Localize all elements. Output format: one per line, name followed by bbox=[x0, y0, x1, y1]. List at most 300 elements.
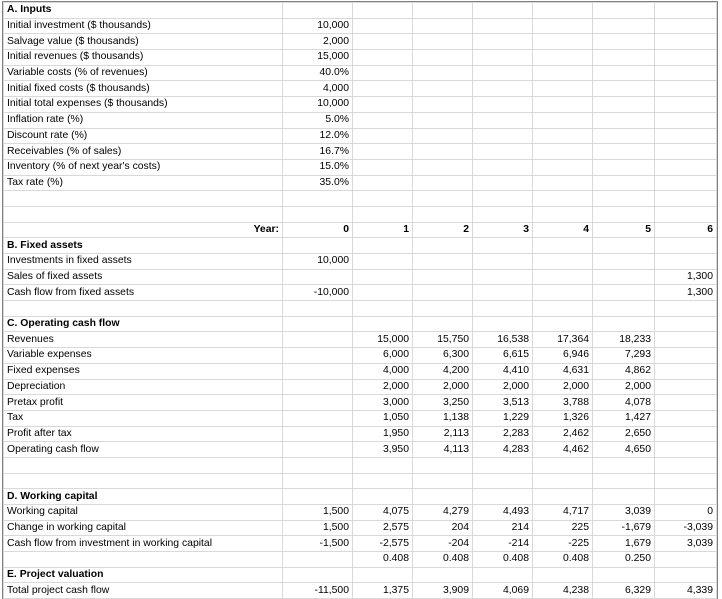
fixed-assets-value-year-2[interactable] bbox=[413, 285, 473, 301]
fixed-assets-label[interactable]: Cash flow from fixed assets bbox=[4, 285, 283, 301]
empty-cell[interactable] bbox=[283, 238, 353, 254]
empty-cell[interactable] bbox=[533, 18, 593, 34]
empty-cell[interactable] bbox=[473, 144, 533, 160]
empty-cell[interactable] bbox=[473, 567, 533, 583]
operating-label[interactable]: Variable expenses bbox=[4, 348, 283, 364]
empty-cell[interactable] bbox=[353, 97, 413, 113]
section-title[interactable]: A. Inputs bbox=[4, 3, 283, 19]
empty-cell[interactable] bbox=[413, 97, 473, 113]
empty-cell[interactable] bbox=[413, 238, 473, 254]
operating-value-year-5[interactable]: 2,000 bbox=[593, 379, 655, 395]
operating-value-year-1[interactable]: 4,000 bbox=[353, 363, 413, 379]
empty-cell[interactable] bbox=[413, 473, 473, 489]
empty-cell[interactable] bbox=[655, 238, 717, 254]
empty-cell[interactable] bbox=[413, 159, 473, 175]
empty-cell[interactable] bbox=[413, 65, 473, 81]
working-capital-value-year-0[interactable]: 1,500 bbox=[283, 520, 353, 536]
empty-cell[interactable] bbox=[593, 457, 655, 473]
empty-cell[interactable] bbox=[353, 316, 413, 332]
operating-value-year-5[interactable]: 7,293 bbox=[593, 348, 655, 364]
empty-cell[interactable] bbox=[473, 34, 533, 50]
operating-value-year-6[interactable] bbox=[655, 395, 717, 411]
operating-value-year-0[interactable] bbox=[283, 426, 353, 442]
operating-value-year-4[interactable]: 17,364 bbox=[533, 332, 593, 348]
empty-cell[interactable] bbox=[655, 457, 717, 473]
fixed-assets-value-year-1[interactable] bbox=[353, 254, 413, 270]
operating-value-year-5[interactable]: 4,862 bbox=[593, 363, 655, 379]
working-capital-value-year-2[interactable]: 204 bbox=[413, 520, 473, 536]
empty-cell[interactable] bbox=[413, 3, 473, 19]
operating-value-year-5[interactable]: 4,078 bbox=[593, 395, 655, 411]
working-capital-value-year-4[interactable]: -225 bbox=[533, 536, 593, 552]
fixed-assets-value-year-4[interactable] bbox=[533, 254, 593, 270]
working-capital-value-year-0[interactable]: -1,500 bbox=[283, 536, 353, 552]
empty-cell[interactable] bbox=[593, 567, 655, 583]
empty-cell[interactable] bbox=[413, 81, 473, 97]
fixed-assets-value-year-6[interactable]: 1,300 bbox=[655, 269, 717, 285]
empty-cell[interactable] bbox=[655, 144, 717, 160]
empty-cell[interactable] bbox=[413, 191, 473, 207]
working-capital-value-year-3[interactable]: 4,493 bbox=[473, 505, 533, 521]
operating-value-year-6[interactable] bbox=[655, 348, 717, 364]
operating-value-year-6[interactable] bbox=[655, 442, 717, 458]
working-capital-label[interactable]: Cash flow from investment in working capital bbox=[4, 536, 283, 552]
valuation-value-year-1[interactable]: 1,375 bbox=[353, 583, 413, 599]
empty-cell[interactable] bbox=[4, 206, 283, 222]
year-header-5[interactable]: 5 bbox=[593, 222, 655, 238]
empty-cell[interactable] bbox=[593, 489, 655, 505]
empty-cell[interactable] bbox=[473, 159, 533, 175]
operating-value-year-0[interactable] bbox=[283, 410, 353, 426]
empty-cell[interactable] bbox=[283, 3, 353, 19]
working-capital-value-year-6[interactable]: 3,039 bbox=[655, 536, 717, 552]
working-capital-value-year-3[interactable]: -214 bbox=[473, 536, 533, 552]
empty-cell[interactable] bbox=[533, 34, 593, 50]
operating-value-year-3[interactable]: 2,283 bbox=[473, 426, 533, 442]
input-value[interactable]: 10,000 bbox=[283, 97, 353, 113]
input-label[interactable]: Discount rate (%) bbox=[4, 128, 283, 144]
operating-value-year-3[interactable]: 4,283 bbox=[473, 442, 533, 458]
empty-cell[interactable] bbox=[655, 567, 717, 583]
input-value[interactable]: 10,000 bbox=[283, 18, 353, 34]
year-header-0[interactable]: 0 bbox=[283, 222, 353, 238]
empty-cell[interactable] bbox=[353, 34, 413, 50]
empty-cell[interactable] bbox=[655, 3, 717, 19]
fixed-assets-value-year-3[interactable] bbox=[473, 254, 533, 270]
operating-value-year-2[interactable]: 2,000 bbox=[413, 379, 473, 395]
working-capital-value-year-6[interactable]: 0 bbox=[655, 505, 717, 521]
empty-cell[interactable] bbox=[533, 301, 593, 317]
fixed-assets-value-year-3[interactable] bbox=[473, 285, 533, 301]
empty-cell[interactable] bbox=[353, 206, 413, 222]
empty-cell[interactable] bbox=[353, 473, 413, 489]
fixed-assets-value-year-0[interactable] bbox=[283, 269, 353, 285]
empty-cell[interactable] bbox=[655, 97, 717, 113]
fixed-assets-value-year-3[interactable] bbox=[473, 269, 533, 285]
fixed-assets-value-year-1[interactable] bbox=[353, 285, 413, 301]
year-header-1[interactable]: 1 bbox=[353, 222, 413, 238]
empty-cell[interactable] bbox=[353, 65, 413, 81]
empty-cell[interactable] bbox=[4, 301, 283, 317]
empty-cell[interactable] bbox=[533, 159, 593, 175]
operating-value-year-2[interactable]: 3,250 bbox=[413, 395, 473, 411]
empty-cell[interactable] bbox=[413, 316, 473, 332]
empty-cell[interactable] bbox=[593, 301, 655, 317]
operating-value-year-6[interactable] bbox=[655, 410, 717, 426]
valuation-value-year-4[interactable]: 4,238 bbox=[533, 583, 593, 599]
operating-value-year-5[interactable]: 1,427 bbox=[593, 410, 655, 426]
operating-value-year-0[interactable] bbox=[283, 332, 353, 348]
empty-cell[interactable] bbox=[473, 191, 533, 207]
empty-cell[interactable] bbox=[353, 3, 413, 19]
valuation-value-year-6[interactable]: 4,339 bbox=[655, 583, 717, 599]
input-label[interactable]: Initial fixed costs ($ thousands) bbox=[4, 81, 283, 97]
operating-value-year-1[interactable]: 15,000 bbox=[353, 332, 413, 348]
operating-value-year-0[interactable] bbox=[283, 363, 353, 379]
operating-value-year-3[interactable]: 2,000 bbox=[473, 379, 533, 395]
empty-cell[interactable] bbox=[533, 65, 593, 81]
input-label[interactable]: Salvage value ($ thousands) bbox=[4, 34, 283, 50]
empty-cell[interactable] bbox=[473, 473, 533, 489]
empty-cell[interactable] bbox=[593, 50, 655, 66]
working-capital-value-year-5[interactable]: 0.250 bbox=[593, 552, 655, 568]
empty-cell[interactable] bbox=[533, 206, 593, 222]
operating-value-year-2[interactable]: 1,138 bbox=[413, 410, 473, 426]
fixed-assets-label[interactable]: Sales of fixed assets bbox=[4, 269, 283, 285]
empty-cell[interactable] bbox=[283, 473, 353, 489]
empty-cell[interactable] bbox=[413, 112, 473, 128]
working-capital-value-year-6[interactable] bbox=[655, 552, 717, 568]
empty-cell[interactable] bbox=[353, 175, 413, 191]
input-value[interactable]: 16.7% bbox=[283, 144, 353, 160]
empty-cell[interactable] bbox=[413, 206, 473, 222]
operating-label[interactable]: Fixed expenses bbox=[4, 363, 283, 379]
operating-value-year-4[interactable]: 2,462 bbox=[533, 426, 593, 442]
section-title[interactable]: D. Working capital bbox=[4, 489, 283, 505]
empty-cell[interactable] bbox=[533, 128, 593, 144]
empty-cell[interactable] bbox=[593, 65, 655, 81]
operating-label[interactable]: Tax bbox=[4, 410, 283, 426]
working-capital-label[interactable]: Change in working capital bbox=[4, 520, 283, 536]
empty-cell[interactable] bbox=[655, 81, 717, 97]
input-value[interactable]: 12.0% bbox=[283, 128, 353, 144]
empty-cell[interactable] bbox=[353, 238, 413, 254]
empty-cell[interactable] bbox=[413, 34, 473, 50]
fixed-assets-value-year-6[interactable]: 1,300 bbox=[655, 285, 717, 301]
operating-value-year-0[interactable] bbox=[283, 395, 353, 411]
empty-cell[interactable] bbox=[413, 128, 473, 144]
empty-cell[interactable] bbox=[655, 159, 717, 175]
fixed-assets-value-year-4[interactable] bbox=[533, 269, 593, 285]
operating-value-year-3[interactable]: 4,410 bbox=[473, 363, 533, 379]
empty-cell[interactable] bbox=[655, 112, 717, 128]
empty-cell[interactable] bbox=[655, 18, 717, 34]
empty-cell[interactable] bbox=[655, 175, 717, 191]
empty-cell[interactable] bbox=[655, 206, 717, 222]
operating-value-year-1[interactable]: 1,050 bbox=[353, 410, 413, 426]
empty-cell[interactable] bbox=[283, 206, 353, 222]
input-label[interactable]: Variable costs (% of revenues) bbox=[4, 65, 283, 81]
empty-cell[interactable] bbox=[473, 65, 533, 81]
empty-cell[interactable] bbox=[655, 34, 717, 50]
operating-value-year-1[interactable]: 3,000 bbox=[353, 395, 413, 411]
operating-label[interactable]: Operating cash flow bbox=[4, 442, 283, 458]
operating-value-year-5[interactable]: 18,233 bbox=[593, 332, 655, 348]
empty-cell[interactable] bbox=[283, 567, 353, 583]
input-label[interactable]: Inventory (% of next year's costs) bbox=[4, 159, 283, 175]
operating-value-year-6[interactable] bbox=[655, 426, 717, 442]
working-capital-value-year-6[interactable]: -3,039 bbox=[655, 520, 717, 536]
empty-cell[interactable] bbox=[473, 81, 533, 97]
operating-label[interactable]: Profit after tax bbox=[4, 426, 283, 442]
empty-cell[interactable] bbox=[413, 144, 473, 160]
operating-value-year-3[interactable]: 1,229 bbox=[473, 410, 533, 426]
empty-cell[interactable] bbox=[593, 206, 655, 222]
empty-cell[interactable] bbox=[283, 489, 353, 505]
empty-cell[interactable] bbox=[413, 18, 473, 34]
year-header-2[interactable]: 2 bbox=[413, 222, 473, 238]
fixed-assets-value-year-5[interactable] bbox=[593, 269, 655, 285]
working-capital-label[interactable] bbox=[4, 552, 283, 568]
empty-cell[interactable] bbox=[473, 238, 533, 254]
operating-label[interactable]: Depreciation bbox=[4, 379, 283, 395]
empty-cell[interactable] bbox=[533, 473, 593, 489]
fixed-assets-value-year-0[interactable]: 10,000 bbox=[283, 254, 353, 270]
working-capital-value-year-4[interactable]: 0.408 bbox=[533, 552, 593, 568]
input-label[interactable]: Tax rate (%) bbox=[4, 175, 283, 191]
working-capital-value-year-1[interactable]: -2,575 bbox=[353, 536, 413, 552]
fixed-assets-value-year-2[interactable] bbox=[413, 254, 473, 270]
operating-value-year-6[interactable] bbox=[655, 363, 717, 379]
section-title[interactable]: E. Project valuation bbox=[4, 567, 283, 583]
empty-cell[interactable] bbox=[655, 65, 717, 81]
empty-cell[interactable] bbox=[353, 489, 413, 505]
operating-value-year-3[interactable]: 6,615 bbox=[473, 348, 533, 364]
empty-cell[interactable] bbox=[413, 301, 473, 317]
operating-value-year-4[interactable]: 1,326 bbox=[533, 410, 593, 426]
fixed-assets-value-year-5[interactable] bbox=[593, 285, 655, 301]
operating-value-year-5[interactable]: 2,650 bbox=[593, 426, 655, 442]
empty-cell[interactable] bbox=[533, 489, 593, 505]
operating-value-year-1[interactable]: 3,950 bbox=[353, 442, 413, 458]
operating-label[interactable]: Revenues bbox=[4, 332, 283, 348]
empty-cell[interactable] bbox=[593, 112, 655, 128]
input-label[interactable]: Receivables (% of sales) bbox=[4, 144, 283, 160]
working-capital-value-year-3[interactable]: 214 bbox=[473, 520, 533, 536]
operating-value-year-4[interactable]: 6,946 bbox=[533, 348, 593, 364]
empty-cell[interactable] bbox=[593, 473, 655, 489]
empty-cell[interactable] bbox=[283, 191, 353, 207]
empty-cell[interactable] bbox=[283, 457, 353, 473]
empty-cell[interactable] bbox=[655, 128, 717, 144]
empty-cell[interactable] bbox=[283, 301, 353, 317]
empty-cell[interactable] bbox=[655, 191, 717, 207]
empty-cell[interactable] bbox=[473, 3, 533, 19]
empty-cell[interactable] bbox=[353, 144, 413, 160]
fixed-assets-value-year-5[interactable] bbox=[593, 254, 655, 270]
operating-value-year-2[interactable]: 15,750 bbox=[413, 332, 473, 348]
empty-cell[interactable] bbox=[533, 112, 593, 128]
empty-cell[interactable] bbox=[413, 457, 473, 473]
empty-cell[interactable] bbox=[593, 175, 655, 191]
empty-cell[interactable] bbox=[353, 81, 413, 97]
empty-cell[interactable] bbox=[655, 473, 717, 489]
working-capital-value-year-0[interactable]: 1,500 bbox=[283, 505, 353, 521]
empty-cell[interactable] bbox=[473, 112, 533, 128]
operating-value-year-2[interactable]: 2,113 bbox=[413, 426, 473, 442]
year-header-3[interactable]: 3 bbox=[473, 222, 533, 238]
operating-value-year-1[interactable]: 2,000 bbox=[353, 379, 413, 395]
empty-cell[interactable] bbox=[353, 191, 413, 207]
empty-cell[interactable] bbox=[533, 191, 593, 207]
fixed-assets-value-year-2[interactable] bbox=[413, 269, 473, 285]
empty-cell[interactable] bbox=[353, 567, 413, 583]
operating-value-year-1[interactable]: 1,950 bbox=[353, 426, 413, 442]
operating-value-year-4[interactable]: 4,631 bbox=[533, 363, 593, 379]
empty-cell[interactable] bbox=[533, 50, 593, 66]
empty-cell[interactable] bbox=[283, 316, 353, 332]
operating-value-year-2[interactable]: 6,300 bbox=[413, 348, 473, 364]
input-value[interactable]: 40.0% bbox=[283, 65, 353, 81]
operating-value-year-4[interactable]: 3,788 bbox=[533, 395, 593, 411]
fixed-assets-value-year-1[interactable] bbox=[353, 269, 413, 285]
empty-cell[interactable] bbox=[593, 97, 655, 113]
input-value[interactable]: 35.0% bbox=[283, 175, 353, 191]
working-capital-value-year-5[interactable]: -1,679 bbox=[593, 520, 655, 536]
year-header-6[interactable]: 6 bbox=[655, 222, 717, 238]
input-value[interactable]: 2,000 bbox=[283, 34, 353, 50]
empty-cell[interactable] bbox=[593, 191, 655, 207]
working-capital-value-year-4[interactable]: 225 bbox=[533, 520, 593, 536]
operating-value-year-4[interactable]: 2,000 bbox=[533, 379, 593, 395]
fixed-assets-value-year-4[interactable] bbox=[533, 285, 593, 301]
valuation-value-year-3[interactable]: 4,069 bbox=[473, 583, 533, 599]
working-capital-value-year-3[interactable]: 0.408 bbox=[473, 552, 533, 568]
empty-cell[interactable] bbox=[473, 301, 533, 317]
empty-cell[interactable] bbox=[353, 301, 413, 317]
input-value[interactable]: 15.0% bbox=[283, 159, 353, 175]
operating-value-year-0[interactable] bbox=[283, 379, 353, 395]
input-value[interactable]: 15,000 bbox=[283, 50, 353, 66]
input-label[interactable]: Initial investment ($ thousands) bbox=[4, 18, 283, 34]
fixed-assets-value-year-6[interactable] bbox=[655, 254, 717, 270]
input-label[interactable]: Initial revenues ($ thousands) bbox=[4, 50, 283, 66]
input-value[interactable]: 5.0% bbox=[283, 112, 353, 128]
operating-value-year-1[interactable]: 6,000 bbox=[353, 348, 413, 364]
operating-value-year-5[interactable]: 4,650 bbox=[593, 442, 655, 458]
working-capital-value-year-4[interactable]: 4,717 bbox=[533, 505, 593, 521]
year-header-4[interactable]: 4 bbox=[533, 222, 593, 238]
empty-cell[interactable] bbox=[413, 175, 473, 191]
operating-value-year-3[interactable]: 3,513 bbox=[473, 395, 533, 411]
empty-cell[interactable] bbox=[533, 238, 593, 254]
empty-cell[interactable] bbox=[413, 489, 473, 505]
empty-cell[interactable] bbox=[533, 144, 593, 160]
empty-cell[interactable] bbox=[593, 34, 655, 50]
empty-cell[interactable] bbox=[533, 81, 593, 97]
empty-cell[interactable] bbox=[473, 18, 533, 34]
section-title[interactable]: B. Fixed assets bbox=[4, 238, 283, 254]
empty-cell[interactable] bbox=[533, 97, 593, 113]
working-capital-value-year-5[interactable]: 3,039 bbox=[593, 505, 655, 521]
operating-label[interactable]: Pretax profit bbox=[4, 395, 283, 411]
empty-cell[interactable] bbox=[4, 191, 283, 207]
empty-cell[interactable] bbox=[473, 175, 533, 191]
empty-cell[interactable] bbox=[473, 316, 533, 332]
operating-value-year-2[interactable]: 4,200 bbox=[413, 363, 473, 379]
empty-cell[interactable] bbox=[533, 457, 593, 473]
empty-cell[interactable] bbox=[353, 128, 413, 144]
empty-cell[interactable] bbox=[593, 3, 655, 19]
input-label[interactable]: Initial total expenses ($ thousands) bbox=[4, 97, 283, 113]
empty-cell[interactable] bbox=[593, 18, 655, 34]
empty-cell[interactable] bbox=[533, 175, 593, 191]
empty-cell[interactable] bbox=[655, 301, 717, 317]
working-capital-value-year-1[interactable]: 4,075 bbox=[353, 505, 413, 521]
empty-cell[interactable] bbox=[473, 128, 533, 144]
working-capital-value-year-1[interactable]: 0.408 bbox=[353, 552, 413, 568]
empty-cell[interactable] bbox=[353, 50, 413, 66]
empty-cell[interactable] bbox=[413, 567, 473, 583]
section-title[interactable]: C. Operating cash flow bbox=[4, 316, 283, 332]
working-capital-value-year-5[interactable]: 1,679 bbox=[593, 536, 655, 552]
operating-value-year-6[interactable] bbox=[655, 332, 717, 348]
working-capital-label[interactable]: Working capital bbox=[4, 505, 283, 521]
empty-cell[interactable] bbox=[533, 316, 593, 332]
valuation-value-year-0[interactable]: -11,500 bbox=[283, 583, 353, 599]
empty-cell[interactable] bbox=[473, 489, 533, 505]
working-capital-value-year-0[interactable] bbox=[283, 552, 353, 568]
input-value[interactable]: 4,000 bbox=[283, 81, 353, 97]
empty-cell[interactable] bbox=[353, 112, 413, 128]
fixed-assets-value-year-0[interactable]: -10,000 bbox=[283, 285, 353, 301]
empty-cell[interactable] bbox=[533, 567, 593, 583]
working-capital-value-year-2[interactable]: 0.408 bbox=[413, 552, 473, 568]
empty-cell[interactable] bbox=[533, 3, 593, 19]
year-header-label[interactable]: Year: bbox=[4, 222, 283, 238]
empty-cell[interactable] bbox=[655, 489, 717, 505]
working-capital-value-year-2[interactable]: 4,279 bbox=[413, 505, 473, 521]
empty-cell[interactable] bbox=[655, 50, 717, 66]
empty-cell[interactable] bbox=[593, 238, 655, 254]
operating-value-year-4[interactable]: 4,462 bbox=[533, 442, 593, 458]
operating-value-year-0[interactable] bbox=[283, 348, 353, 364]
input-label[interactable]: Inflation rate (%) bbox=[4, 112, 283, 128]
empty-cell[interactable] bbox=[593, 159, 655, 175]
empty-cell[interactable] bbox=[593, 128, 655, 144]
empty-cell[interactable] bbox=[473, 206, 533, 222]
empty-cell[interactable] bbox=[353, 457, 413, 473]
valuation-value-year-2[interactable]: 3,909 bbox=[413, 583, 473, 599]
empty-cell[interactable] bbox=[4, 473, 283, 489]
operating-value-year-0[interactable] bbox=[283, 442, 353, 458]
operating-value-year-3[interactable]: 16,538 bbox=[473, 332, 533, 348]
empty-cell[interactable] bbox=[353, 18, 413, 34]
empty-cell[interactable] bbox=[413, 50, 473, 66]
empty-cell[interactable] bbox=[655, 316, 717, 332]
fixed-assets-label[interactable]: Investments in fixed assets bbox=[4, 254, 283, 270]
empty-cell[interactable] bbox=[353, 159, 413, 175]
operating-value-year-6[interactable] bbox=[655, 379, 717, 395]
valuation-value-year-5[interactable]: 6,329 bbox=[593, 583, 655, 599]
empty-cell[interactable] bbox=[593, 316, 655, 332]
valuation-label[interactable]: Total project cash flow bbox=[4, 583, 283, 599]
empty-cell[interactable] bbox=[473, 97, 533, 113]
empty-cell[interactable] bbox=[4, 457, 283, 473]
empty-cell[interactable] bbox=[593, 144, 655, 160]
working-capital-value-year-1[interactable]: 2,575 bbox=[353, 520, 413, 536]
empty-cell[interactable] bbox=[593, 81, 655, 97]
